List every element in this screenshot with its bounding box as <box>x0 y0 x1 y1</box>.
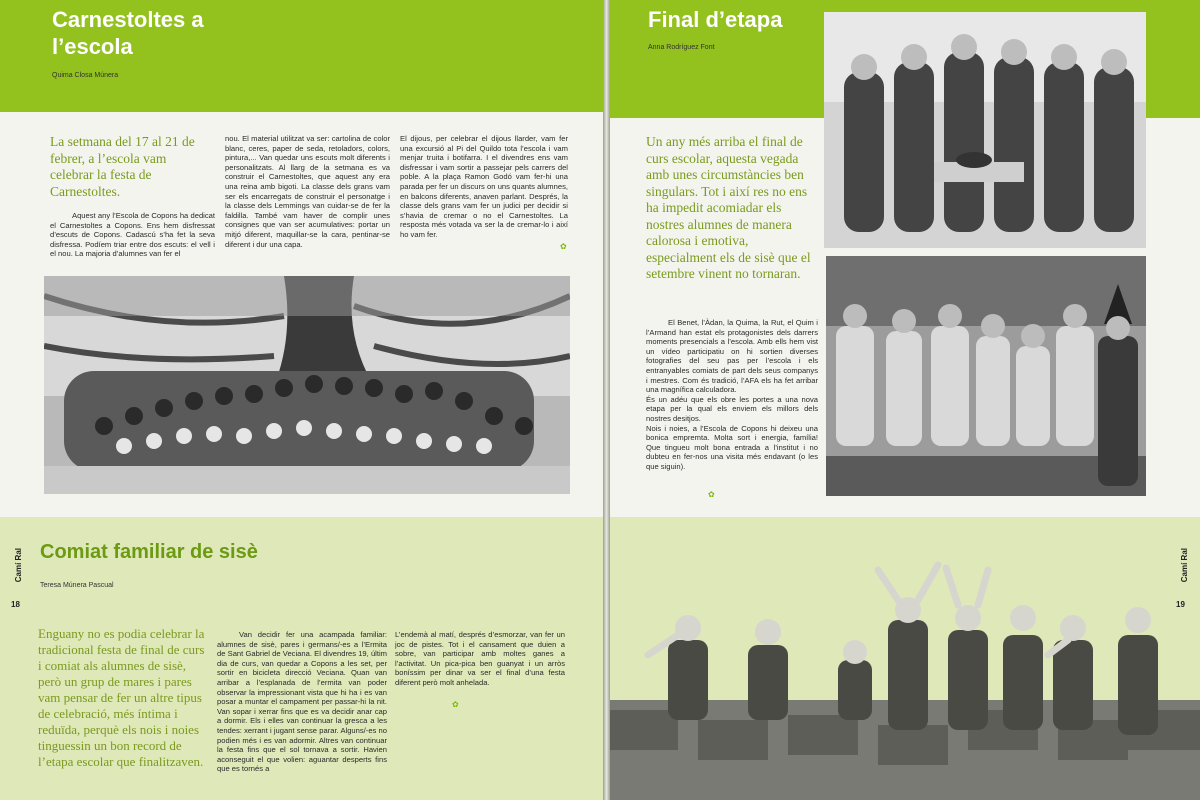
class-photo-costumes <box>826 256 1146 496</box>
kids-on-wall-photo <box>608 560 1200 800</box>
running-head-right: Camí Ral <box>1180 548 1189 583</box>
text-column-3: El dijous, per celebrar el dijous llarder, vam fer una excursió al Pi del Quildo tota l’escola i vam menjar truita i botifarra. I el divendres ens vam disfressar i vam sortir a passejar pels carrers del poble. A la plaça Ramon Godó vam fer-hi una parada per fer un discurs on uns quants alumnes, en balcons diferents, anaven parlant. Després, la classe dels grans vam fer un judici per decidir si s’havia de cremar o no el Carnestoltes. La resposta més votada va ser la de cremar-lo i així ho vam fer. <box>400 134 568 239</box>
class-photo-cake <box>824 12 1146 248</box>
group-photo-tree <box>44 276 570 494</box>
paragraph-2: És un adéu que els obre les portes a una nova etapa per la qual els enviem els millors dels nostres desitjos. <box>646 394 818 423</box>
text-column-comiat-2: L’endemà al matí, després d’esmorzar, van fer un joc de pistes. Tot i el cansament que duien a sobre, van participar amb moltes ganes a l’activitat. Un pica-pica ben guanyat i un arròs boníssim per dinar va ser el final d’una festa diferent però molt anhelada. <box>395 630 565 687</box>
text-column-comiat-1: Van decidir fer una acampada familiar: alumnes de sisè, pares i germans/-es a l’Ermita de Sant Gabriel de Veciana. El divendres 19, últim dia de curs, van quedar a Copons a les set, per sortir en bicicleta direcció Veciana. Quan van arribar a l’esplanada de l’ermita van poder observar la impressionant vista que hi ha i es van posar a muntar el campament per passar-hi la nit. Van sopar i xerrar fins que es va decidir anar cap a dormir. Els i elles van continuar la gresca a les tendes: xerrant i jugant sense parar. Alguns/-es no podien més i es van adormir. Altres van continuar la festa fins que el sol tornava a sortir. Havien aconseguit el que volien: aguantar desperts fins que es tornés a <box>217 630 387 774</box>
page-number-left: 18 <box>11 600 20 609</box>
right-page <box>608 0 1200 800</box>
magazine-spine <box>603 0 610 800</box>
text-column-2: nou. El material utilitzat va ser: cartolina de color blanc, ceres, paper de seda, retoladors, colors, pintura,... Van quedar uns escuts molt diferents i personalitzats. Al llarg de la setmana es va construir el Carnestoltes, que aquest any era una reina amb bigoti. La classe dels grans vam ser els encarregats de construir el personatge i la classe dels Lemmings van cuidar-se de fer la faldilla. També vam haver de complir unes consignes que van ser acumulatives: portar un mitjó diferent, maquillar-se la cara, pentinar-se diferent i dur una capa. <box>225 134 390 249</box>
author-byline-comiat: Teresa Múnera Pascual <box>40 582 114 589</box>
article-title-comiat: Comiat familiar de sisè <box>40 541 258 563</box>
paragraph-1: El Benet, l’Àdan, la Quima, la Rut, el Quim i l’Armand han estat els protagonistes dels darrers moments presencials a l’escola. Amb ells hem vist un vídeo participatiu on hi sortien diverses fotografies del seu pas per l’escola i els entranyables comiats de part dels seus companys i mestres. Com és tradició, l’AFA els ha fet arribar una magnífica calculadora. <box>646 318 818 395</box>
page-number-right: 19 <box>1176 600 1185 609</box>
title-line-2: l’escola <box>52 34 133 59</box>
author-byline: Anna Rodríguez Font <box>648 44 715 51</box>
end-mark-icon: ✿ <box>452 700 459 709</box>
end-mark-icon: ✿ <box>560 242 567 251</box>
end-mark-icon: ✿ <box>708 490 715 499</box>
paragraph-3: Nois i noies, a l’Escola de Copons hi deixeu una bonica empremta. Molta sort i energia, família! Que tingueu molt bona entrada a l’institut i no dubteu en fer-nos una visita més endavant (o les que siguin). <box>646 423 818 471</box>
title-line-1: Carnestoltes a <box>52 7 204 32</box>
text-column-1: Aquest any l’Escola de Copons ha dedicat el Carnestoltes a Copons. Ens hem disfressat d’escuts de Copons. Cadascú s’ha fet la seva disfressa. Podíem triar entre dos escuts: el vell i el nou. La majoria d’alumnes van fer el <box>50 211 215 259</box>
author-byline: Quima Closa Múnera <box>52 72 119 79</box>
lead-paragraph: Un any més arriba el final de curs escolar, aquesta vegada amb unes circumstàncies ben singulars. Tot i així res no ens ha impedit acomiadar els nostres alumnes de manera calorosa i emotiva, especialment els de sisè que el setembre vinent no tornaran. <box>646 134 811 281</box>
running-head-left: Camí Ral <box>14 548 23 583</box>
lead-paragraph: La setmana del 17 al 21 de febrer, a l’escola vam celebrar la festa de Carnestoltes. <box>50 134 195 199</box>
article-title-final-etapa: Final d’etapa <box>648 7 783 32</box>
article-title-carnestoltes <box>52 6 204 60</box>
lead-paragraph-comiat: Enguany no es podia celebrar la tradicional festa de final de curs i comiat als alumnes de sisè, però un grup de mares i pares vam pensar de fer un altre tipus de celebració, més íntima i reduïda, perquè els nois i noies tinguessin un bon record de l’etapa escolar que finalitzaven. <box>38 626 205 769</box>
text-column-final-etapa <box>646 318 818 503</box>
